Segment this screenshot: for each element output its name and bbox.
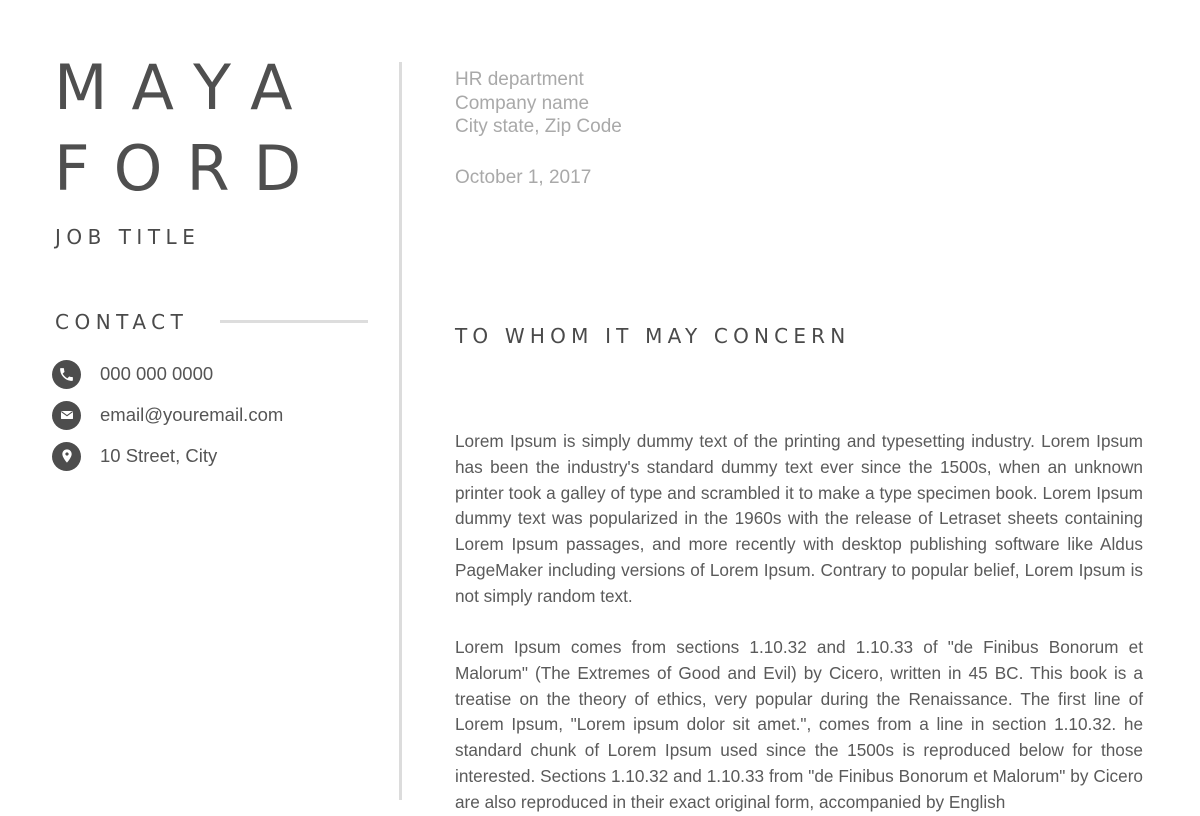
phone-icon xyxy=(52,360,81,389)
contact-heading-rule xyxy=(220,320,368,323)
contact-address xyxy=(52,441,217,471)
recipient-department: HR department xyxy=(455,69,584,90)
location-pin-icon xyxy=(52,442,81,471)
phone-number: 000 000 0000 xyxy=(100,363,214,384)
recipient-block xyxy=(455,68,622,139)
contact-heading: CONTACT xyxy=(55,310,189,334)
recipient-city-line: City state, Zip Code xyxy=(455,116,622,137)
letter-date: October 1, 2017 xyxy=(455,167,592,188)
job-title: JOB TITLE xyxy=(55,225,201,249)
email-address: email@youremail.com xyxy=(100,404,284,425)
last-name: FORD xyxy=(54,132,326,205)
body-paragraph: Lorem Ipsum is simply dummy text of the printing and typesetting industry. Lorem Ipsum has been the industry's standard dummy text ever since the 1500s, when an unknown printer took a galley of type and scrambled it to make a type specimen book. Lorem Ipsum dummy text was popularized in the 1960s with the release of Letraset sheets containing Lorem Ipsum passages, and more recently with desktop publishing software like Aldus PageMaker including versions of Lorem Ipsum. Contrary to popular belief, Lorem Ipsum is not simply random text. xyxy=(455,431,1143,606)
first-name: MAYA xyxy=(54,51,317,124)
contact-email xyxy=(52,400,283,430)
recipient-company: Company name xyxy=(455,92,590,114)
street-address: 10 Street, City xyxy=(100,445,218,466)
contact-phone xyxy=(52,359,213,389)
body-paragraph: Lorem Ipsum comes from sections 1.10.32 and 1.10.33 of "de Finibus Bonorum et Malorum" (The Extremes of Good and Evil) by Cicero, written in 45 BC. This book is a treatise on the theory of ethics, very popular during the Renaissance. The first line of Lorem Ipsum, "Lorem ipsum dolor sit amet.", comes from a line in section 1.10.32. he standard chunk of Lorem Ipsum used since the 1500s is reproduced below for those interested. Sections 1.10.32 and 1.10.33 from "de Finibus Bonorum et Malorum" by Cicero are also reproduced in their exact original form, accompanied by English xyxy=(455,637,1143,812)
salutation: TO WHOM IT MAY CONCERN xyxy=(455,324,851,348)
column-divider xyxy=(399,62,402,800)
email-icon xyxy=(52,401,81,430)
